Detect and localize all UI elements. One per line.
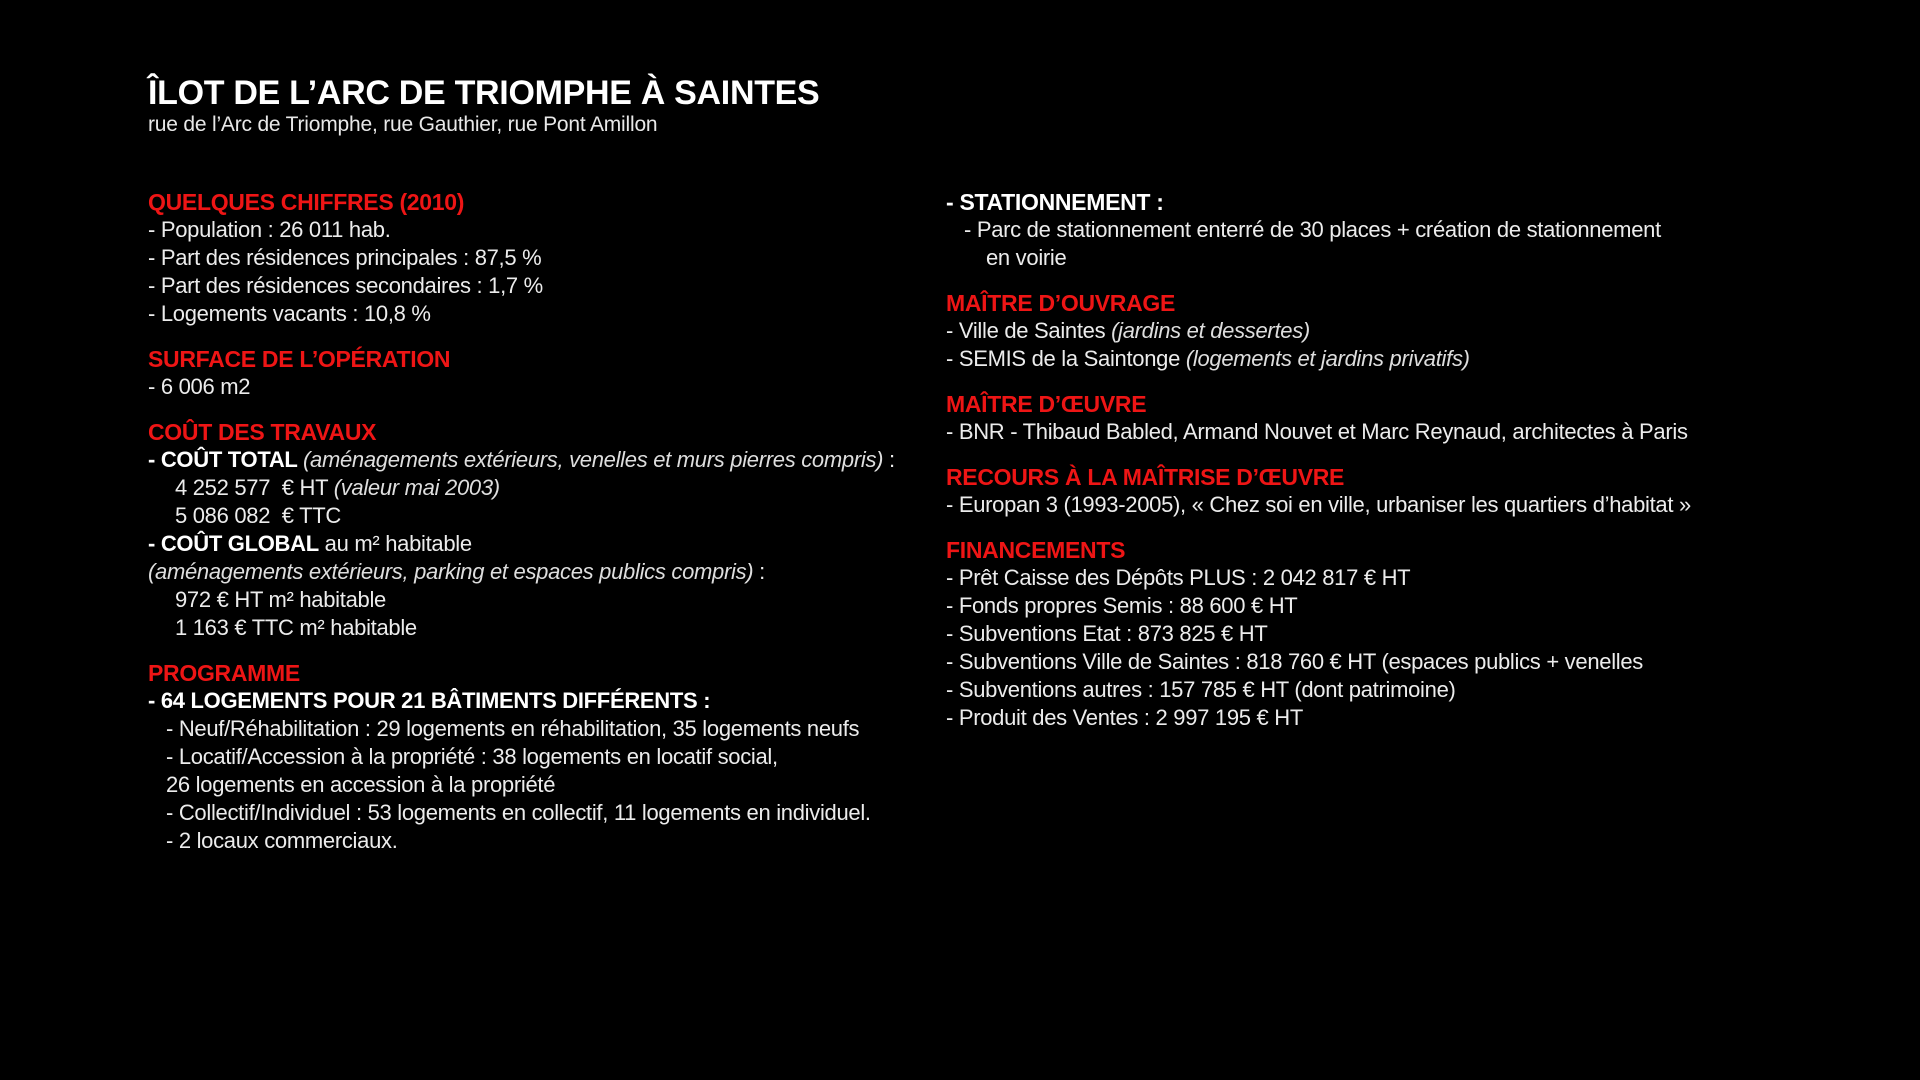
- text-run: en voirie: [986, 245, 1067, 270]
- text-run: - Europan 3 (1993-2005), « Chez soi en ville, urbaniser les quartiers d’habitat »: [946, 492, 1691, 517]
- text-run: 972 € HT m² habitable: [175, 587, 386, 612]
- text-line: [148, 743, 960, 771]
- page-header: [148, 74, 819, 138]
- text-line: [946, 345, 1876, 373]
- page-title: ÎLOT DE L’ARC DE TRIOMPHE À SAINTES: [148, 74, 820, 112]
- text-run: - SEMIS de la Saintonge: [946, 346, 1186, 371]
- text-run: - Part des résidences secondaires : 1,7 %: [148, 273, 543, 298]
- text-line: [946, 216, 1876, 244]
- section-maitre-d-uvre: [946, 390, 1876, 446]
- text-line: [946, 244, 1876, 272]
- text-line: [148, 530, 960, 558]
- text-line: [148, 771, 960, 799]
- text-line: [946, 648, 1876, 676]
- text-run: - 64 LOGEMENTS POUR 21 BÂTIMENTS DIFFÉRENTS :: [148, 688, 711, 713]
- text-run: (aménagements extérieurs, parking et espaces publics compris): [148, 559, 754, 584]
- text-line: [148, 216, 960, 244]
- text-run: 1 163 € TTC m² habitable: [175, 615, 417, 640]
- text-run: - Part des résidences principales : 87,5 %: [148, 245, 542, 270]
- text-run: 4 252 577 € HT: [175, 475, 334, 500]
- text-run: (jardins et dessertes): [1111, 318, 1310, 343]
- text-run: - Subventions Ville de Saintes : 818 760 € HT (espaces publics + venelles: [946, 649, 1644, 674]
- right-column: [946, 188, 1876, 749]
- section-financements: [946, 536, 1876, 732]
- text-run: (aménagements extérieurs, venelles et murs pierres compris): [302, 447, 884, 472]
- text-line: [946, 491, 1876, 519]
- text-line: [148, 244, 960, 272]
- text-run: (valeur mai 2003): [333, 475, 500, 500]
- text-line: [148, 827, 960, 855]
- text-line: [946, 592, 1876, 620]
- section-heading: MAÎTRE D’ŒUVRE: [946, 391, 1147, 417]
- section-maitre-d-ouvrage: [946, 289, 1876, 373]
- text-line: [148, 799, 960, 827]
- text-line: [946, 418, 1876, 446]
- section-cout-des-travaux: [148, 418, 960, 642]
- text-line: [148, 715, 960, 743]
- text-run: 5 086 082 € TTC: [175, 503, 342, 528]
- text-line: [148, 474, 960, 502]
- text-line: [946, 704, 1876, 732]
- section-heading: COÛT DES TRAVAUX: [148, 419, 377, 445]
- text-run: :: [883, 447, 895, 472]
- section-heading: PROGRAMME: [148, 660, 300, 686]
- text-run: :: [753, 559, 765, 584]
- section-heading: SURFACE DE L’OPÉRATION: [148, 346, 451, 372]
- text-run: - Parc de stationnement enterré de 30 places + création de stationnement: [964, 217, 1661, 242]
- text-run: (logements et jardins privatifs): [1185, 346, 1470, 371]
- section-heading: FINANCEMENTS: [946, 537, 1126, 563]
- text-run: au m² habitable: [318, 531, 472, 556]
- text-line: [148, 373, 960, 401]
- text-run: - 6 006 m2: [148, 374, 251, 399]
- text-run: - Produit des Ventes : 2 997 195 € HT: [946, 705, 1304, 730]
- text-run: - Collectif/Individuel : 53 logements en collectif, 11 logements en individuel.: [166, 800, 871, 825]
- page-subtitle: rue de l’Arc de Triomphe, rue Gauthier, rue Pont Amillon: [148, 113, 658, 136]
- text-run: - Locatif/Accession à la propriété : 38 logements en locatif social,: [166, 744, 778, 769]
- section-heading: RECOURS À LA MAÎTRISE D’ŒUVRE: [946, 464, 1345, 490]
- text-line: [148, 614, 960, 642]
- text-line: [148, 586, 960, 614]
- text-line: [148, 446, 960, 474]
- text-run: - Subventions Etat : 873 825 € HT: [946, 621, 1268, 646]
- text-run: - 2 locaux commerciaux.: [166, 828, 398, 853]
- text-line: [946, 564, 1876, 592]
- section-stationnement: [946, 188, 1876, 272]
- text-line: [148, 558, 960, 586]
- text-line: [148, 300, 960, 328]
- section-programme: [148, 659, 960, 855]
- text-run: - COÛT GLOBAL: [148, 531, 319, 556]
- text-run: - Subventions autres : 157 785 € HT (dont patrimoine): [946, 677, 1456, 702]
- text-run: - BNR - Thibaud Babled, Armand Nouvet et Marc Reynaud, architectes à Paris: [946, 419, 1688, 444]
- text-run: - Fonds propres Semis : 88 600 € HT: [946, 593, 1298, 618]
- text-run: - COÛT TOTAL: [148, 447, 303, 472]
- section-heading: MAÎTRE D’OUVRAGE: [946, 290, 1176, 316]
- text-line: [946, 317, 1876, 345]
- text-run: - Logements vacants : 10,8 %: [148, 301, 431, 326]
- section-surface-de-l-operation: [148, 345, 960, 401]
- section-recours-a-la-maitrise-d-uvre: [946, 463, 1876, 519]
- left-column: [148, 188, 960, 872]
- section-quelques-chiffres-2010: [148, 188, 960, 328]
- text-line: [946, 676, 1876, 704]
- section-heading: QUELQUES CHIFFRES (2010): [148, 189, 465, 215]
- text-run: - Population : 26 011 hab.: [148, 217, 391, 242]
- section-heading: - STATIONNEMENT :: [946, 189, 1164, 215]
- text-line: [148, 272, 960, 300]
- text-line: [148, 502, 960, 530]
- text-run: 26 logements en accession à la propriété: [166, 772, 556, 797]
- text-line: [148, 687, 960, 715]
- text-run: - Prêt Caisse des Dépôts PLUS : 2 042 817 € HT: [946, 565, 1411, 590]
- text-run: - Neuf/Réhabilitation : 29 logements en réhabilitation, 35 logements neufs: [166, 716, 860, 741]
- text-run: - Ville de Saintes: [946, 318, 1112, 343]
- text-line: [946, 620, 1876, 648]
